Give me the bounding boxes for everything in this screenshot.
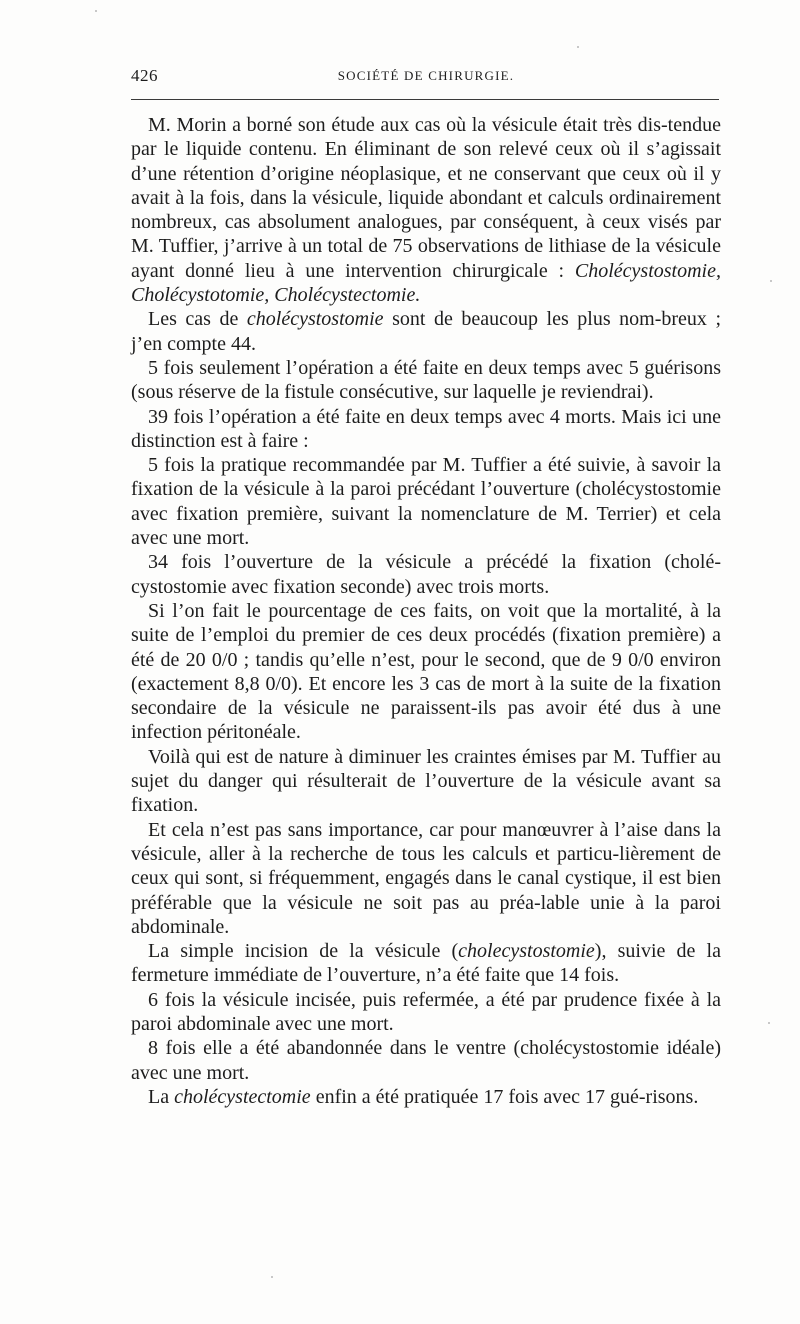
paragraph	[131, 599, 721, 745]
text-run: ), suivie de la fermeture immédiate de l’ouverture, n’a été faite que 14 fois.	[131, 940, 721, 987]
paragraph	[131, 550, 721, 599]
page-number: 426	[131, 66, 158, 85]
text-run: 34 fois l’ouverture de la vésicule a précédé la fixation (cholé-cystostomie avec fixation seconde) avec trois morts.	[131, 551, 721, 598]
text-run: Les cas de	[148, 308, 247, 331]
text-run: Et cela n’est pas sans importance, car pour manœuvrer à l’aise dans la vésicule, aller à la recherche de tous les calculs et particu-lièrement de ceux qui sont, si fréquemment, engagés dans le canal cystique, il est bien préférable que la vésicule ne soit pas au préa-lable unie à la paroi abdominale.	[131, 818, 721, 938]
text-run: La simple incision de la vésicule (	[148, 940, 459, 963]
text-run: Si l’on fait le pourcentage de ces faits, on voit que la mortalité, à la suite de l’emploi du premier de ces deux procédés (fixation première) a été de 20 0/0 ; tandis qu’elle n’est, pour le second, que de 9 0/0 environ (exactement 8,8 0/0). Et encore les 3 cas de mort à la suite de la fixation secondaire de la vésicule ne paraissent-ils pas avoir été dus à une infection péritonéale.	[131, 599, 721, 744]
italic-run: cholécystostomie	[246, 308, 384, 331]
paper-speck	[95, 10, 97, 12]
paragraph	[131, 307, 721, 356]
paper-speck	[271, 1276, 273, 1278]
paragraph	[131, 405, 721, 454]
paragraph	[131, 1036, 721, 1085]
text-run: 6 fois la vésicule incisée, puis refermée, a été par prudence fixée à la paroi abdominale avec une mort.	[131, 988, 721, 1035]
text-run: sont de beaucoup les plus nom-breux ; j’en compte 44.	[131, 308, 721, 355]
text-run: 5 fois la pratique recommandée par M. Tuffier a été suivie, à savoir la fixation de la vésicule à la paroi précédant l’ouverture (cholécystostomie avec fixation première, suivant la nomenclature de M. Terrier) et cela avec une mort.	[131, 454, 721, 550]
text-run: enfin a été pratiquée 17 fois avec 17 gué-risons.	[310, 1085, 699, 1108]
italic-run: cholecystostomie	[458, 940, 595, 963]
paragraph	[131, 818, 721, 939]
text-run: 8 fois elle a été abandonnée dans le ventre (cholécystostomie idéale) avec une mort.	[131, 1037, 721, 1084]
text-run: La	[148, 1085, 175, 1108]
paragraph	[131, 745, 721, 818]
paper-speck	[768, 1022, 770, 1024]
paragraph	[131, 356, 721, 405]
paragraph	[131, 1085, 721, 1109]
italic-run: Cholécystostomie, Cholécystotomie, Cholécystectomie.	[131, 259, 721, 307]
running-head	[131, 66, 721, 88]
text-run: Voilà qui est de nature à diminuer les craintes émises par M. Tuffier au sujet du danger qui résulterait de l’ouverture de la vésicule avant sa fixation.	[131, 745, 721, 817]
text-run: 39 fois l’opération a été faite en deux temps avec 4 morts. Mais ici une distinction est à faire :	[131, 405, 721, 452]
paragraph	[131, 988, 721, 1037]
paragraph	[131, 939, 721, 988]
header-rule	[131, 99, 719, 100]
paragraph	[131, 113, 721, 307]
paper-speck	[577, 46, 579, 48]
text-run: M. Morin a borné son étude aux cas où la vésicule était très dis-tendue par le liquide contenu. En éliminant de son relevé ceux où il s’agissait d’une rétention d’origine néoplasique, et ne conservant que ceux où il y avait à la fois, dans la vésicule, liquide abondant et calculs ordinairement nombreux, cas absolument analogues, par conséquent, à ceux visés par M. Tuffier, j’arrive à un total de 75 observations de lithiase de la vésicule ayant donné lieu à une intervention chirurgicale :	[131, 114, 721, 282]
paper-speck	[770, 280, 772, 282]
body-text	[131, 113, 721, 1109]
paragraph	[131, 453, 721, 550]
running-title: SOCIÉTÉ DE CHIRURGIE.	[337, 68, 515, 83]
italic-run: cholécystectomie	[174, 1085, 311, 1108]
text-run: 5 fois seulement l’opération a été faite en deux temps avec 5 guérisons (sous réserve de la fistule consécutive, sur laquelle je reviendrai).	[131, 356, 721, 404]
